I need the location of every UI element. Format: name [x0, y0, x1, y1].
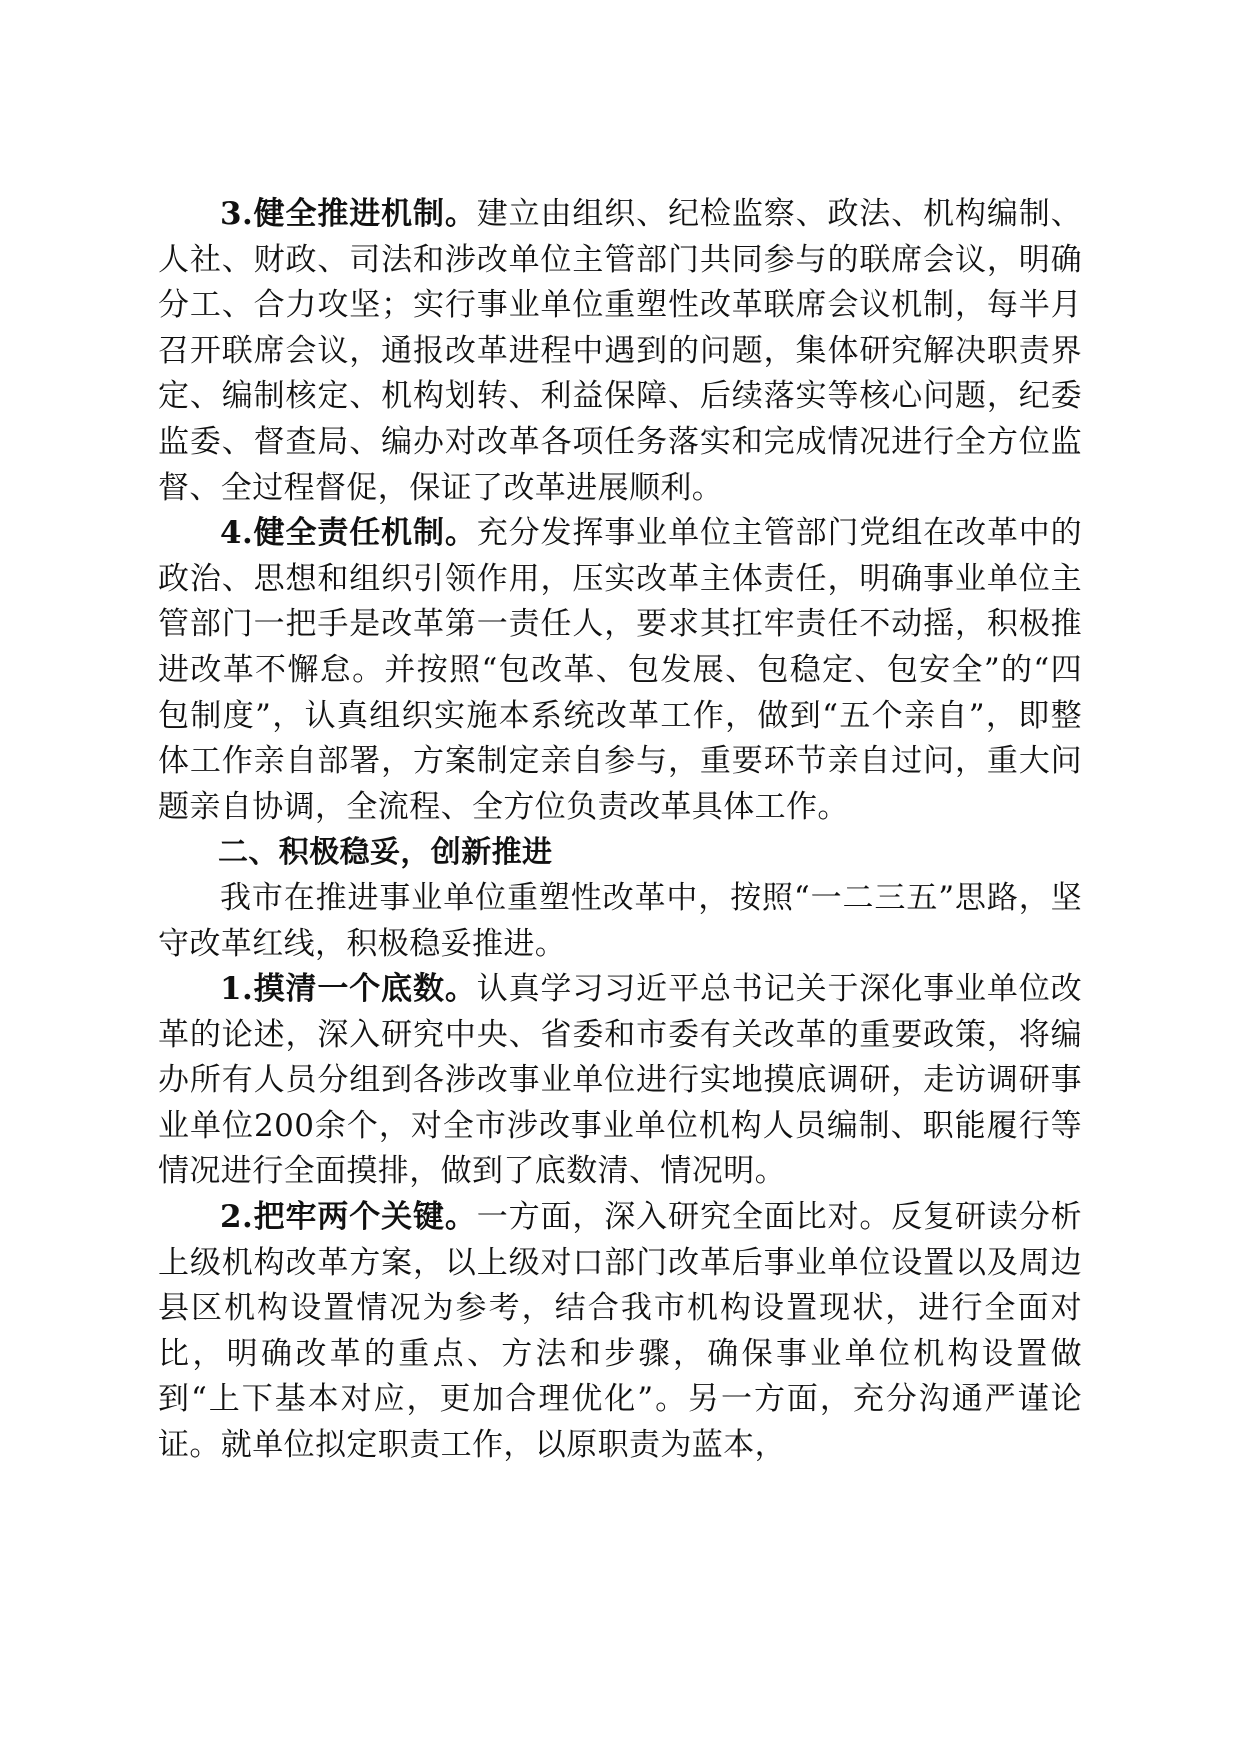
paragraph-text: 建立由组织、纪检监察、政法、机构编制、人社、财政、司法和涉改单位主管部门共同参与的联席会议，明确分工、合力攻坚；实行事业单位重塑性改革联席会议机制，每半月召开联席会议，通报改革进程中遇到的问题，集体研究解决职责界定、编制核定、机构划转、利益保障、后续落实等核心问题，纪委监委、督查局、编办对改革各项任务落实和完成情况进行全方位监督、全过程督促，保证了改革进展顺利。 — [158, 196, 1082, 506]
paragraph-lead: 3.健全推进机制。 — [220, 196, 477, 232]
paragraph-step-1 — [158, 967, 1082, 1195]
paragraph-text: 充分发挥事业单位主管部门党组在改革中的政治、思想和组织引领作用，压实改革主体责任，明确事业单位主管部门一把手是改革第一责任人，要求其扛牢责任不动摇，积极推进改革不懈怠。并按照“包改革、包发展、包稳定、包安全”的“四包制度”，认真组织实施本系统改革工作，做到“五个亲自”，即整体工作亲自部署，方案制定亲自参与，重要环节亲自过问，重大问题亲自协调，全流程、全方位负责改革具体工作。 — [158, 515, 1082, 825]
paragraph-text: 我市在推进事业单位重塑性改革中，按照“一二三五”思路，坚守改革红线，积极稳妥推进。 — [158, 879, 1082, 962]
section-heading: 二、积极稳妥，创新推进 — [218, 835, 553, 871]
paragraph-mechanism-4 — [158, 511, 1082, 830]
paragraph-intro — [158, 876, 1082, 967]
paragraph-step-2 — [158, 1195, 1082, 1469]
paragraph-text: 认真学习习近平总书记关于深化事业单位改革的论述，深入研究中央、省委和市委有关改革的重要政策，将编办所有人员分组到各涉改事业单位进行实地摸底调研，走访调研事业单位200余个，对全市涉改事业单位机构人员编制、职能履行等情况进行全面摸排，做到了底数清、情况明。 — [158, 971, 1082, 1190]
paragraph-mechanism-3 — [158, 192, 1082, 511]
paragraph-lead: 1.摸清一个底数。 — [220, 971, 477, 1008]
paragraph-text: 一方面，深入研究全面比对。反复研读分析上级机构改革方案，以上级对口部门改革后事业单位设置以及周边县区机构设置情况为参考，结合我市机构设置现状，进行全面对比，明确改革的重点、方法和步骤，确保事业单位机构设置做到“上下基本对应，更加合理优化”。另一方面，充分沟通严谨论证。就单位拟定职责工作，以原职责为蓝本， — [158, 1199, 1082, 1464]
document-page — [158, 192, 1082, 1469]
paragraph-lead: 4.健全责任机制。 — [220, 515, 477, 552]
paragraph-lead: 2.把牢两个关键。 — [220, 1199, 477, 1236]
